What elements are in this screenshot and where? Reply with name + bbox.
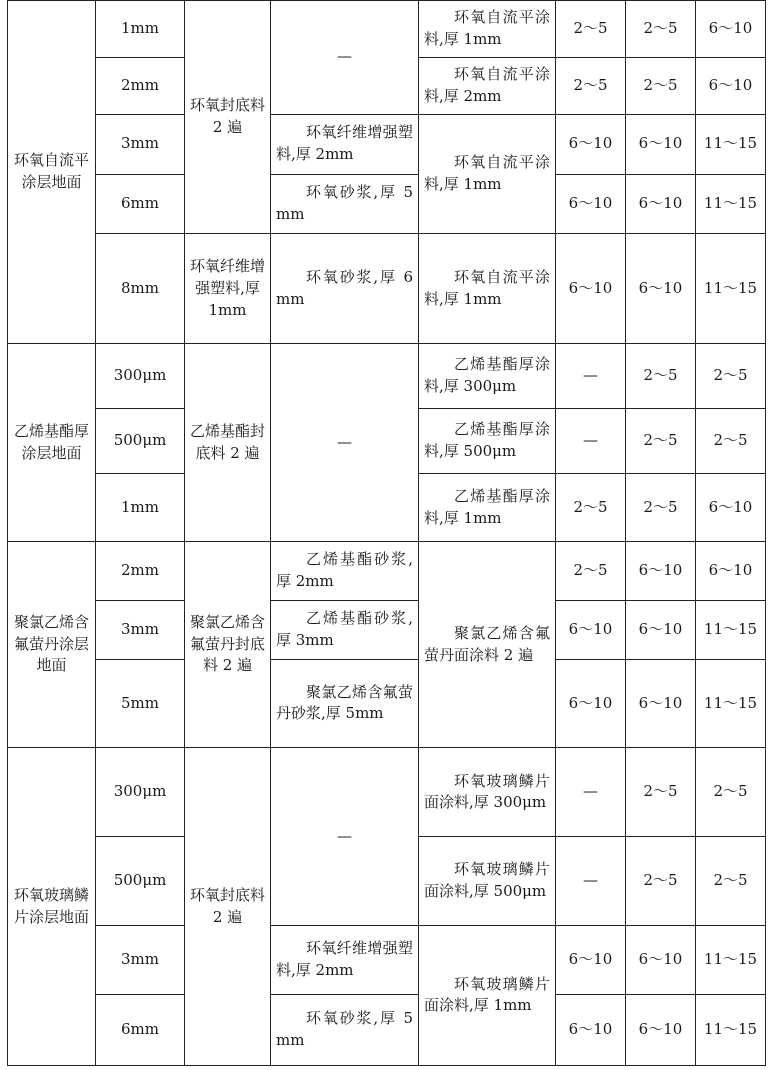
primer-cell: 环氧封底料 2 遍	[185, 1, 271, 234]
value-cell: 2～5	[556, 542, 626, 601]
value-cell: 6～10	[556, 174, 626, 234]
table-row	[8, 659, 766, 747]
table-row	[8, 994, 766, 1065]
mid-layer-cell: 环氧纤维增强塑料,厚 2mm	[271, 114, 419, 174]
value-cell: —	[556, 409, 626, 474]
top-coat-cell: 环氧自流平涂料,厚 2mm	[419, 57, 556, 114]
thickness-cell: 5mm	[96, 659, 185, 747]
value-cell: 11～15	[696, 174, 766, 234]
value-cell: 11～15	[696, 234, 766, 344]
table-row	[8, 925, 766, 994]
value-cell: —	[556, 748, 626, 837]
thickness-cell: 6mm	[96, 994, 185, 1065]
top-coat-cell: 乙烯基酯厚涂料,厚 300μm	[419, 344, 556, 409]
value-cell: 2～5	[626, 344, 696, 409]
table-row	[8, 748, 766, 837]
thickness-cell: 3mm	[96, 114, 185, 174]
dash-cell: —	[271, 748, 419, 926]
primer-cell: 聚氯乙烯含氟萤丹封底料 2 遍	[185, 542, 271, 748]
value-cell: 6～10	[696, 474, 766, 542]
top-coat-cell: 聚氯乙烯含氟萤丹面涂料 2 遍	[419, 542, 556, 748]
value-cell: 2～5	[626, 409, 696, 474]
value-cell: 2～5	[556, 57, 626, 114]
dash-cell: —	[271, 1, 419, 115]
table-row	[8, 600, 766, 659]
value-cell: 6～10	[626, 994, 696, 1065]
value-cell: 2～5	[626, 57, 696, 114]
thickness-cell: 300μm	[96, 344, 185, 409]
thickness-cell: 2mm	[96, 57, 185, 114]
top-coat-cell: 乙烯基酯厚涂料,厚 1mm	[419, 474, 556, 542]
value-cell: 6～10	[556, 234, 626, 344]
top-coat-cell: 环氧玻璃鳞片面涂料,厚 500μm	[419, 837, 556, 925]
top-coat-cell: 环氧玻璃鳞片面涂料,厚 300μm	[419, 748, 556, 837]
primer-cell: 乙烯基酯封底料 2 遍	[185, 344, 271, 542]
top-coat-cell: 环氧自流平涂料,厚 1mm	[419, 1, 556, 58]
thickness-cell: 3mm	[96, 600, 185, 659]
mid-layer-cell: 乙烯基酯砂浆,厚 3mm	[271, 600, 419, 659]
group-name-epoxy-self-leveling: 环氧自流平涂层地面	[8, 1, 96, 344]
value-cell: 6～10	[556, 600, 626, 659]
primer-cell: 环氧纤维增强塑料,厚 1mm	[185, 234, 271, 344]
value-cell: 6～10	[626, 600, 696, 659]
value-cell: 2～5	[556, 474, 626, 542]
value-cell: —	[556, 344, 626, 409]
mid-layer-cell: 环氧砂浆,厚 6mm	[271, 234, 419, 344]
value-cell: 6～10	[556, 925, 626, 994]
value-cell: 2～5	[626, 1, 696, 58]
thickness-cell: 2mm	[96, 542, 185, 601]
value-cell: 11～15	[696, 114, 766, 174]
thickness-cell: 300μm	[96, 748, 185, 837]
primer-cell: 环氧封底料 2 遍	[185, 748, 271, 1066]
thickness-cell: 1mm	[96, 474, 185, 542]
thickness-cell: 500μm	[96, 409, 185, 474]
table-row	[8, 1, 766, 58]
value-cell: 6～10	[556, 114, 626, 174]
mid-layer-cell: 环氧纤维增强塑料,厚 2mm	[271, 925, 419, 994]
coating-spec-table	[7, 0, 766, 1066]
value-cell: 2～5	[626, 748, 696, 837]
group-name-pvc-fluoro: 聚氯乙烯含氟萤丹涂层地面	[8, 542, 96, 748]
value-cell: 11～15	[696, 994, 766, 1065]
thickness-cell: 8mm	[96, 234, 185, 344]
value-cell: 6～10	[556, 659, 626, 747]
group-name-vinyl-ester: 乙烯基酯厚涂层地面	[8, 344, 96, 542]
table-row	[8, 542, 766, 601]
top-coat-cell: 环氧自流平涂料,厚 1mm	[419, 234, 556, 344]
value-cell: —	[556, 837, 626, 925]
value-cell: 2～5	[696, 344, 766, 409]
value-cell: 2～5	[696, 748, 766, 837]
value-cell: 2～5	[626, 474, 696, 542]
mid-layer-cell: 环氧砂浆,厚 5mm	[271, 994, 419, 1065]
value-cell: 6～10	[626, 542, 696, 601]
thickness-cell: 500μm	[96, 837, 185, 925]
thickness-cell: 3mm	[96, 925, 185, 994]
value-cell: 6～10	[626, 234, 696, 344]
table-row	[8, 174, 766, 234]
value-cell: 11～15	[696, 600, 766, 659]
group-name-epoxy-glass-flake: 环氧玻璃鳞片涂层地面	[8, 748, 96, 1066]
top-coat-cell: 环氧自流平涂料,厚 1mm	[419, 114, 556, 234]
value-cell: 6～10	[556, 994, 626, 1065]
value-cell: 2～5	[696, 837, 766, 925]
mid-layer-cell: 聚氯乙烯含氟萤丹砂浆,厚 5mm	[271, 659, 419, 747]
thickness-cell: 6mm	[96, 174, 185, 234]
table-row	[8, 344, 766, 409]
value-cell: 11～15	[696, 925, 766, 994]
value-cell: 6～10	[626, 659, 696, 747]
table-row	[8, 234, 766, 344]
value-cell: 11～15	[696, 659, 766, 747]
value-cell: 6～10	[696, 542, 766, 601]
value-cell: 2～5	[556, 1, 626, 58]
value-cell: 2～5	[626, 837, 696, 925]
value-cell: 6～10	[626, 174, 696, 234]
top-coat-cell: 环氧玻璃鳞片面涂料,厚 1mm	[419, 925, 556, 1065]
table-row	[8, 114, 766, 174]
value-cell: 6～10	[696, 57, 766, 114]
value-cell: 6～10	[626, 114, 696, 174]
mid-layer-cell: 乙烯基酯砂浆,厚 2mm	[271, 542, 419, 601]
value-cell: 6～10	[626, 925, 696, 994]
top-coat-cell: 乙烯基酯厚涂料,厚 500μm	[419, 409, 556, 474]
thickness-cell: 1mm	[96, 1, 185, 58]
mid-layer-cell: 环氧砂浆,厚 5mm	[271, 174, 419, 234]
value-cell: 6～10	[696, 1, 766, 58]
value-cell: 2～5	[696, 409, 766, 474]
dash-cell: —	[271, 344, 419, 542]
